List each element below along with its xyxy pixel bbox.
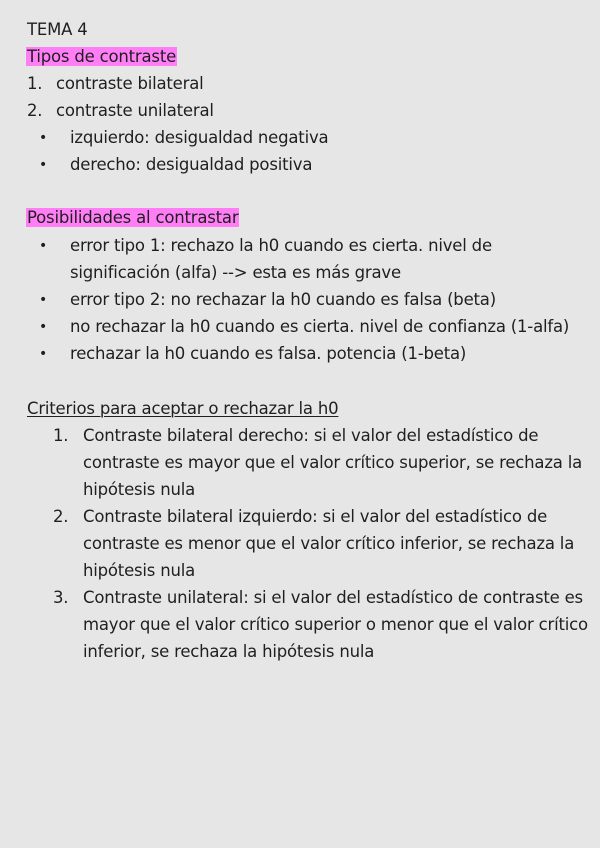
list-item: error tipo 1: rechazo la h0 cuando es cierta. nivel de xyxy=(70,236,492,255)
list-item-continuation: inferior, se rechaza la hipótesis nula xyxy=(83,642,375,661)
list-number: 2. xyxy=(27,101,43,120)
bullet-icon: • xyxy=(39,130,48,146)
list-item: error tipo 2: no rechazar la h0 cuando es falsa (beta) xyxy=(70,290,496,309)
list-number: 2. xyxy=(53,507,69,526)
list-item-continuation: mayor que el valor crítico superior o menor que el valor crítico xyxy=(83,615,588,634)
bullet-icon: • xyxy=(39,292,48,308)
list-number: 1. xyxy=(53,426,69,445)
heading-highlight: Posibilidades al contrastar xyxy=(27,208,239,227)
list-item: Contraste bilateral derecho: si el valor del estadístico de xyxy=(83,426,539,445)
list-item: no rechazar la h0 cuando es cierta. nivel de confianza (1-alfa) xyxy=(70,317,570,336)
sub-list-item: izquierdo: desigualdad negativa xyxy=(70,128,329,147)
list-item: rechazar la h0 cuando es falsa. potencia (1-beta) xyxy=(70,344,467,363)
list-item: contraste unilateral xyxy=(56,101,214,120)
bullet-icon: • xyxy=(39,238,48,254)
list-item: contraste bilateral xyxy=(56,74,204,93)
list-item-continuation: hipótesis nula xyxy=(83,480,196,499)
bullet-icon: • xyxy=(39,157,48,173)
section-heading-tipos xyxy=(26,46,177,68)
list-number: 1. xyxy=(27,74,43,93)
list-item: Contraste bilateral izquierdo: si el valor del estadístico de xyxy=(83,507,548,526)
heading-highlight: Tipos de contraste xyxy=(27,47,177,66)
bullet-icon: • xyxy=(39,346,48,362)
sub-list-item: derecho: desigualdad positiva xyxy=(70,155,313,174)
list-number: 3. xyxy=(53,588,69,607)
list-item-continuation: contraste es menor que el valor crítico inferior, se rechaza la xyxy=(83,534,575,553)
list-item-continuation: contraste es mayor que el valor crítico superior, se rechaza la xyxy=(83,453,583,472)
section-heading-criterios: Criterios para aceptar o rechazar la h0 xyxy=(27,399,339,418)
list-item-continuation: hipótesis nula xyxy=(83,561,196,580)
list-item: Contraste unilateral: si el valor del estadístico de contraste es xyxy=(83,588,583,607)
section-heading-posibilidades xyxy=(26,207,239,229)
list-item-continuation: significación (alfa) --> esta es más grave xyxy=(70,263,401,282)
bullet-icon: • xyxy=(39,319,48,335)
page-title: TEMA 4 xyxy=(27,20,88,39)
